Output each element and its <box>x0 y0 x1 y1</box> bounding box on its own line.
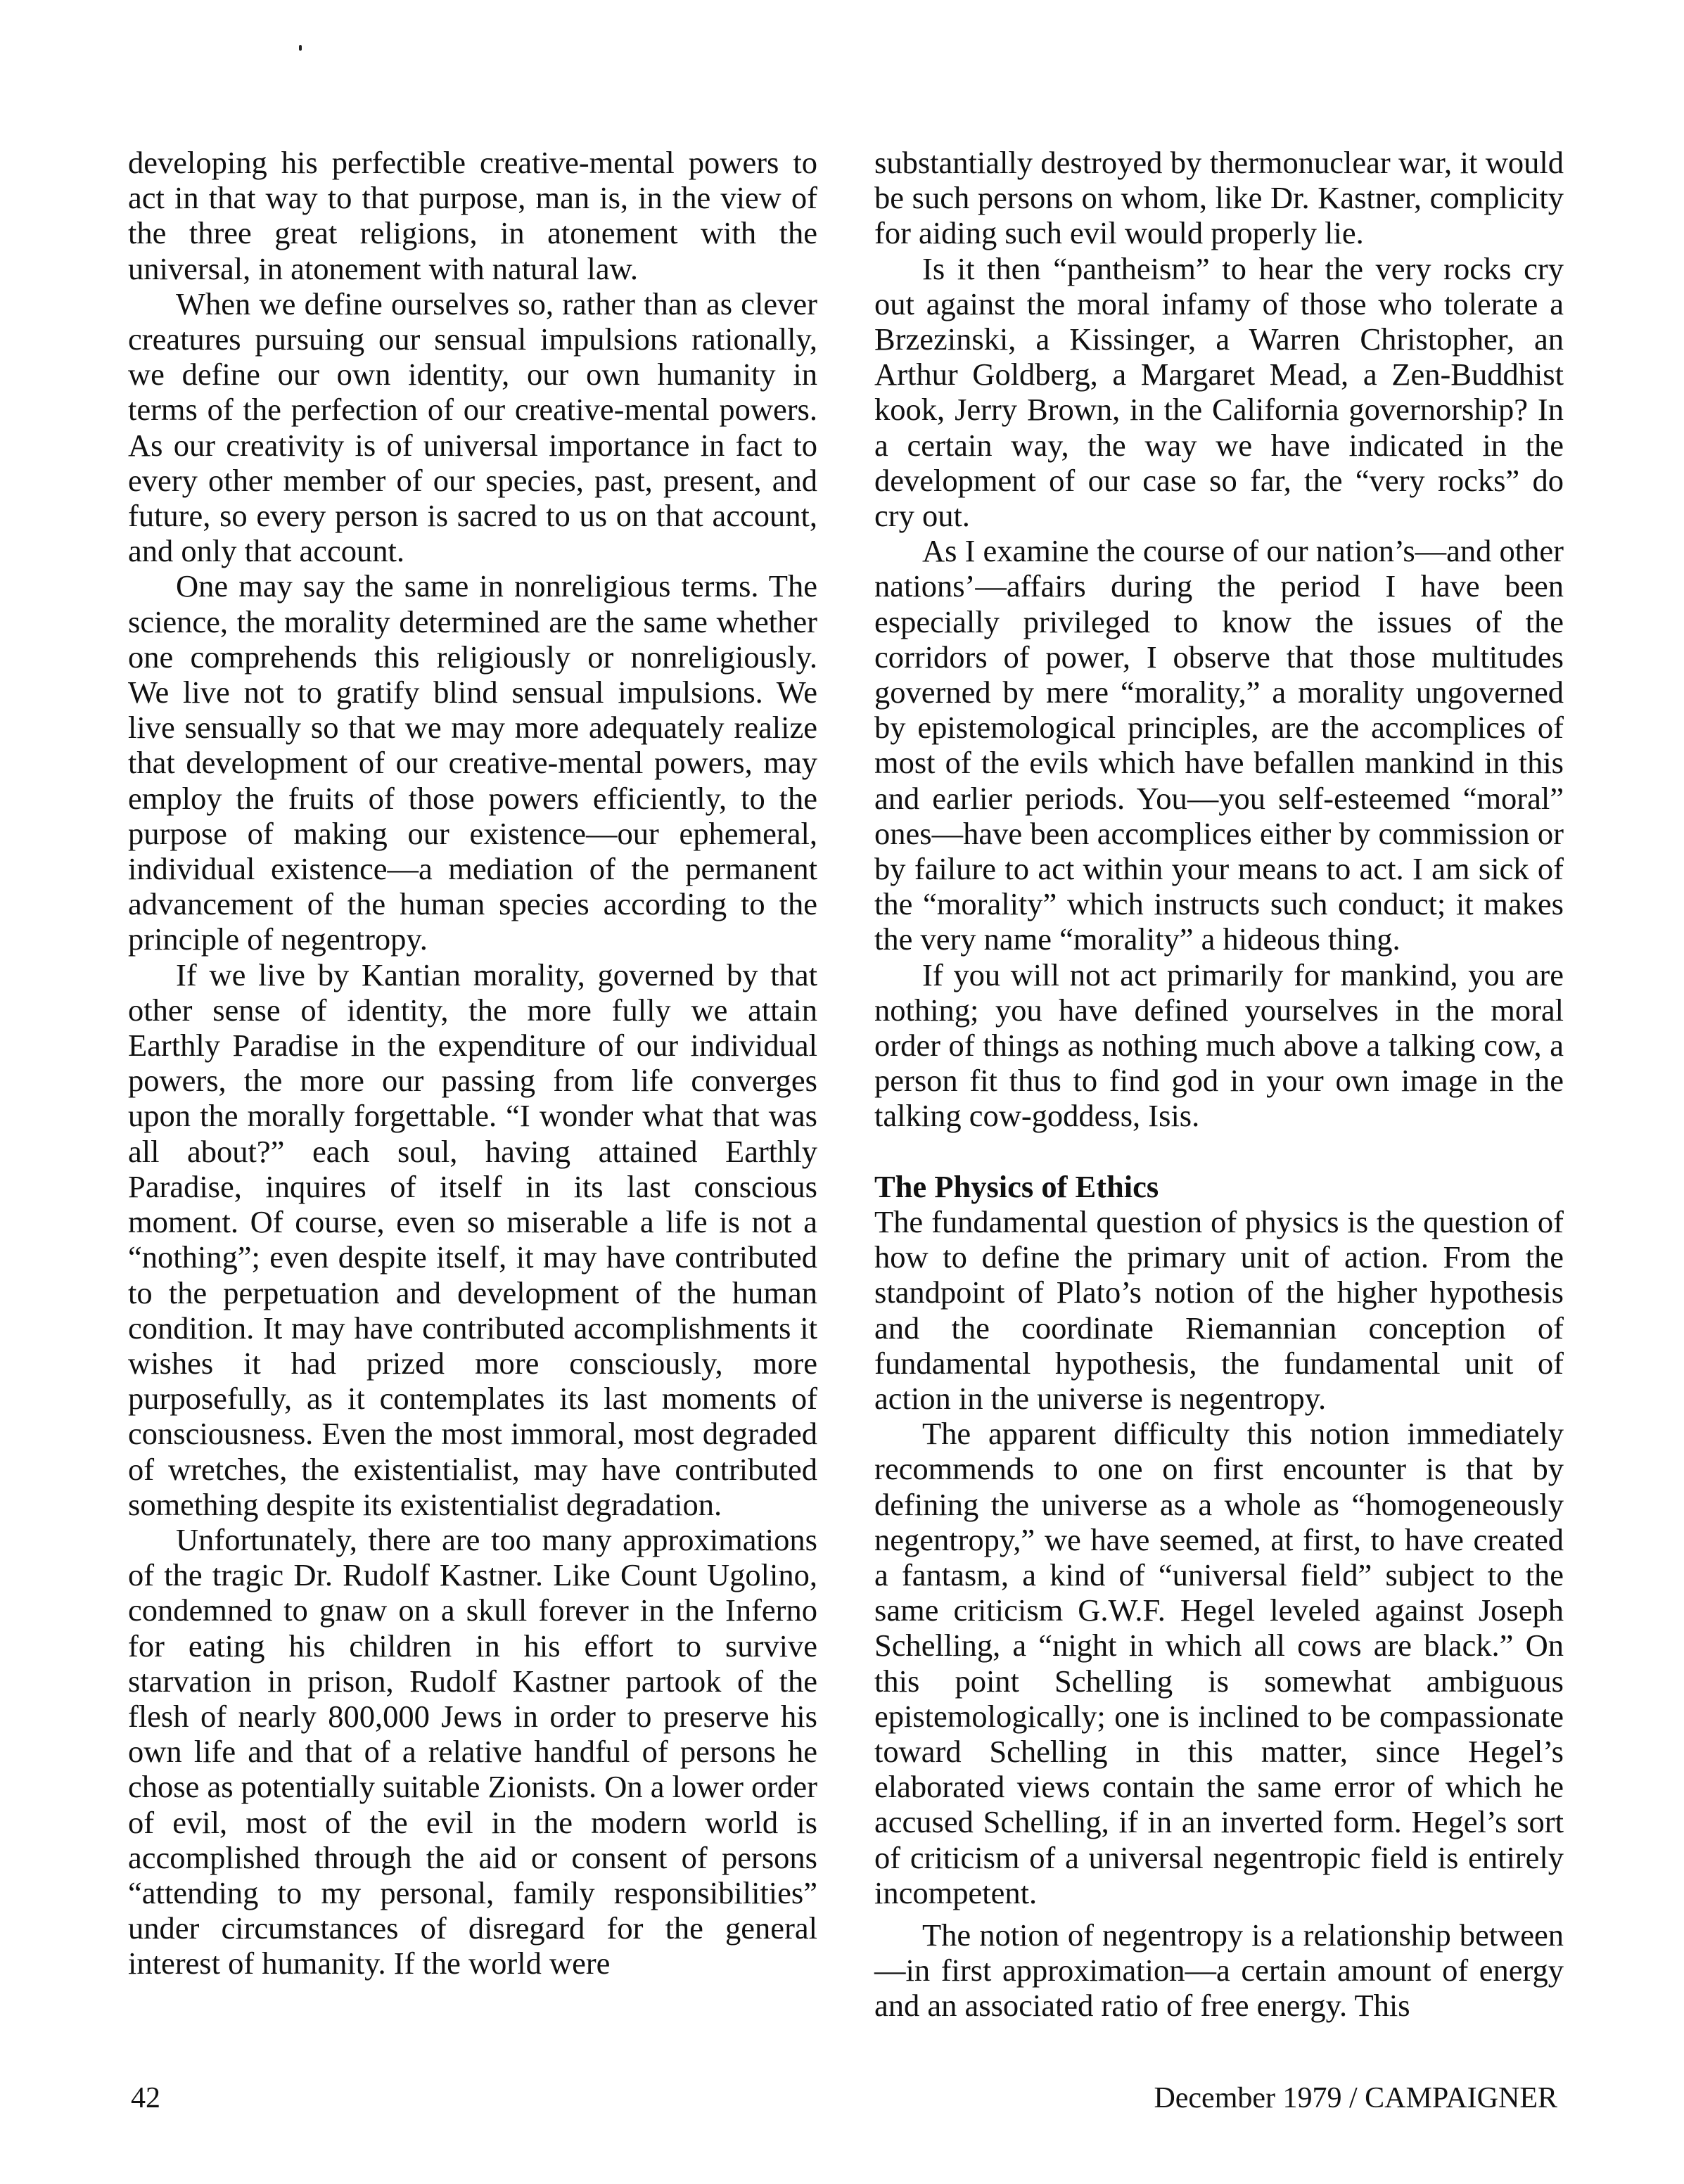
paragraph: developing his perfectible creative-mental powers to act in that way to that purpose, man is, in the view of the three great religions, in atonement with the universal, in atonement with natural law. <box>128 145 817 286</box>
left-column <box>128 145 817 1981</box>
paragraph: The fundamental question of physics is the question of how to define the primary unit of action. From the standpoint of Plato’s notion of the higher hypothesis and the coordinate Riemannian conception of fundamental hypothesis, the fundamental unit of action in the universe is negentropy. <box>874 1203 1564 1416</box>
paragraph: The apparent difficulty this notion immediately recommends to one on first encounter is that by defining the universe as a whole as “homogeneously negentropy,” we have seemed, at first, to have created a fantasm, a kind of “universal field” subject to the same criticism G.W.F. Hegel leveled against Joseph Schelling, a “night in which all cows are black.” On this point Schelling is somewhat ambiguous epistemologically; one is inclined to be compassionate toward Schelling in this matter, since Hegel’s elaborated views contain the same error of which he accused Schelling, if in an inverted form. Hegel’s sort of criticism of a universal negentropic field is entirely incompetent. <box>874 1416 1564 1910</box>
paragraph: The notion of negentropy is a relationship between—in first approximation—a certain amount of energy and an associated ratio of free energy. This <box>874 1917 1564 2024</box>
paragraph: substantially destroyed by thermonuclear war, it would be such persons on whom, like Dr. Kastner, complicity for aiding such evil would properly lie. <box>874 145 1564 251</box>
running-footer: December 1979 / CAMPAIGNER <box>1154 2082 1557 2114</box>
paragraph: As I examine the course of our nation’s—and other nations’—affairs during the period I have been especially privileged to know the issues of the corridors of power, I observe that those multitudes governed by mere “morality,” a morality ungoverned by epistemological principles, are the accomplices of most of the evils which have befallen mankind in this and earlier periods. You—you self-esteemed “moral” ones—have been accomplices either by commission or by failure to act within your means to act. I am sick of the “morality” which instructs such conduct; it makes the very name “morality” a hideous thing. <box>874 533 1564 957</box>
paragraph: If we live by Kantian morality, governed by that other sense of identity, the more fully we attain Earthly Paradise in the expenditure of our individual powers, the more our passing from life converges upon the morally forgettable. “I wonder what that was all about?” each soul, having attained Earthly Paradise, inquires of itself in its last conscious moment. Of course, even so miserable a life is not a “nothing”; even despite itself, it may have contributed to the perpetuation and development of the human condition. It may have contributed accomplishments it wishes it had prized more consciously, more purposefully, as it contemplates its last moments of consciousness. Even the most immoral, most degraded of wretches, the existentialist, may have contributed something despite its existentialist degradation. <box>128 957 817 1522</box>
print-speck <box>299 45 302 51</box>
paragraph: When we define ourselves so, rather than as clever creatures pursuing our sensual impulsions rationally, we define our own identity, our own humanity in terms of the perfection of our creative-mental powers. As our creativity is of universal importance in fact to every other member of our species, past, present, and future, so every person is sacred to us on that account, and only that account. <box>128 286 817 569</box>
right-column <box>874 145 1564 2024</box>
paragraph: If you will not act primarily for mankind, you are nothing; you have defined yourselves in the moral order of things as nothing much above a talking cow, a person fit thus to find god in your own image in the talking cow-goddess, Isis. <box>874 957 1564 1134</box>
paragraph: Unfortunately, there are too many approximations of the tragic Dr. Rudolf Kastner. Like Count Ugolino, condemned to gnaw on a skull forever in the Inferno for eating his children in his effort to survive starvation in prison, Rudolf Kastner partook of the flesh of nearly 800,000 Jews in order to preserve his own life and that of a relative handful of persons he chose as potentially suitable Zionists. On a lower order of evil, most of the evil in the modern world is accomplished through the aid or consent of persons “attending to my personal, family responsibilities” under circumstances of disregard for the general interest of humanity. If the world were <box>128 1521 817 1981</box>
page-number: 42 <box>131 2082 160 2114</box>
paragraph: One may say the same in nonreligious terms. The science, the morality determined are the same whether one comprehends this religiously or nonreligiously. We live not to gratify blind sensual impulsions. We live sensually so that we may more adequately realize that development of our creative-mental powers, may employ the fruits of those powers efficiently, to the purpose of making our existence—our ephemeral, individual existence—a mediation of the permanent advancement of the human species according to the principle of negentropy. <box>128 568 817 957</box>
section-heading: The Physics of Ethics <box>874 1168 1159 1204</box>
paragraph: Is it then “pantheism” to hear the very rocks cry out against the moral infamy of those who tolerate a Brzezinski, a Kissinger, a Warren Christopher, an Arthur Goldberg, a Margaret Mead, a Zen-Buddhist kook, Jerry Brown, in the California governorship? In a certain way, the way we have indicated in the development of our case so far, the “very rocks” do cry out. <box>874 250 1564 534</box>
